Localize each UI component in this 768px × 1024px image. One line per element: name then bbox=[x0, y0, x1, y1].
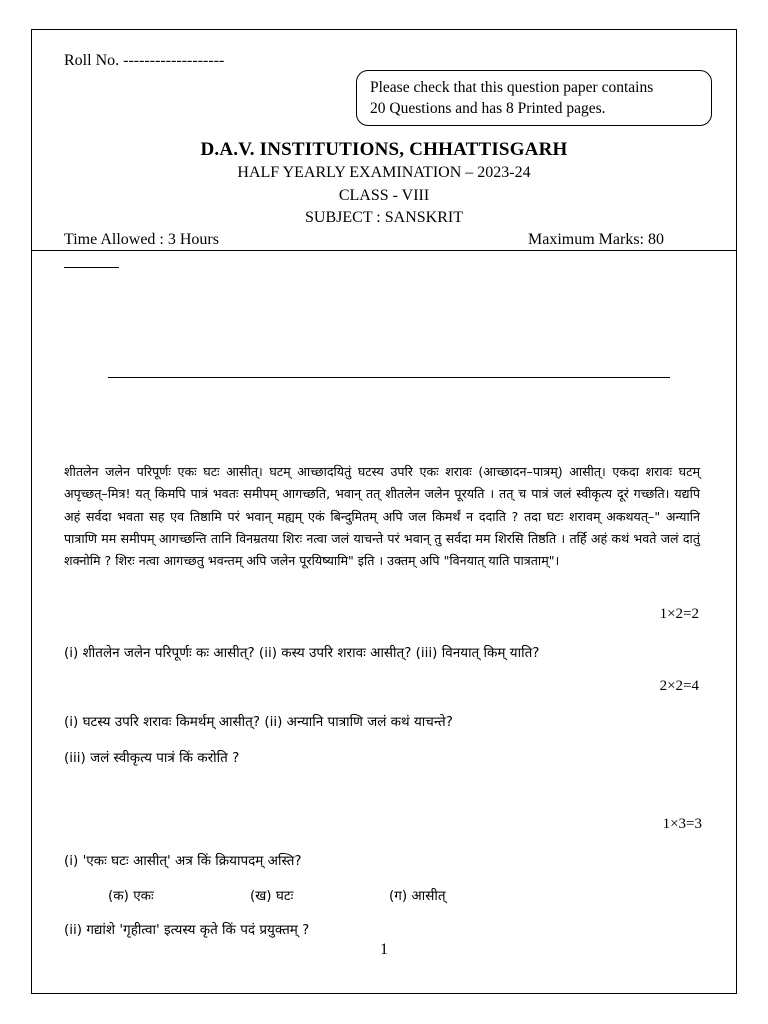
section-2-question-2: (iii) जलं स्वीकृत्य पात्रं किं करोति ? bbox=[64, 750, 240, 766]
roll-number-field: Roll No. ------------------- bbox=[64, 52, 225, 69]
notice-box bbox=[356, 70, 712, 126]
passage-text: शीतलेन जलेन परिपूर्णः एकः घटः आसीत्। घटम् आच्छादयितुं घटस्य उपरि एकः शरावः (आच्छादन–पात्रम्) आसीत्। एकदा शरावः घटम् अपृच्छत्–मित्र! यत् किमपि पात्रं भवतः समीपम् आगच्छति, भवान् तत् शीतलेन जलेन पूरयति । तत् च पात्रं जलं स्वीकृत्य दूरं गच्छति। यद्यपि अहं सर्वदा भवता सह एव तिष्ठामि परं भवान् मह्यम् एकं बिन्दुमितम् अपि जल किमर्थं न ददाति ? तदा घटः शरावम् अकथयत्–" अन्यानि पात्राणि मम समीपम् आगच्छन्ति तानि विनम्रतया शिरः नत्वा जलं याचन्ते परं भवान् तु सर्वदा मम शिरसि तिष्ठति । तर्हि अहं कथं भवते जलं दातुं शक्नोमि ? शिरः नत्वा आगच्छतु भवन्तम् अपि जलेन पूरयिष्यामि" इति । उक्तम् अपि "विनयात् याति पात्रताम्"। bbox=[64, 464, 700, 569]
section-1-question-1: (i) शीतलेन जलेन परिपूर्णः कः आसीत्? (ii) कस्य उपरि शरावः आसीत्? (iii) विनयात् किम् याति? bbox=[64, 645, 540, 661]
maximum-marks: Maximum Marks: 80 bbox=[528, 231, 664, 248]
section-2-marks: 2×2=4 bbox=[659, 678, 699, 694]
section-3-marks: 1×3=3 bbox=[662, 816, 702, 832]
class-title: CLASS - VIII bbox=[338, 187, 430, 204]
section-2-question-1: (i) घटस्य उपरि शरावः किमर्थम् आसीत्? (ii) अन्यानि पात्राणि जलं कथं याचन्ते? bbox=[64, 714, 453, 730]
header-divider bbox=[31, 250, 737, 251]
option-kha: (ख) घटः bbox=[250, 888, 294, 904]
page-number: 1 bbox=[380, 941, 388, 958]
short-rule bbox=[64, 267, 119, 268]
subject-title: SUBJECT : SANSKRIT bbox=[305, 209, 463, 226]
exam-title: HALF YEARLY EXAMINATION – 2023-24 bbox=[237, 164, 531, 181]
notice-line-1: Please check that this question paper contains bbox=[370, 79, 654, 96]
section-3-question-2: (ii) गद्यांशे 'गृहीत्वा' इत्यस्य कृते किं पदं प्रयुक्तम् ? bbox=[64, 922, 310, 938]
section-rule bbox=[108, 377, 670, 378]
option-ka: (क) एकः bbox=[108, 888, 154, 904]
section-1-marks: 1×2=2 bbox=[659, 606, 699, 622]
time-allowed: Time Allowed : 3 Hours bbox=[64, 231, 219, 248]
notice-line-2: 20 Questions and has 8 Printed pages. bbox=[370, 100, 606, 117]
section-3-question-1: (i) 'एकः घटः आसीत्' अत्र किं क्रियापदम् अस्ति? bbox=[64, 853, 302, 869]
option-ga: (ग) आसीत् bbox=[389, 888, 446, 904]
institution-title: D.A.V. INSTITUTIONS, CHHATTISGARH bbox=[200, 139, 568, 160]
